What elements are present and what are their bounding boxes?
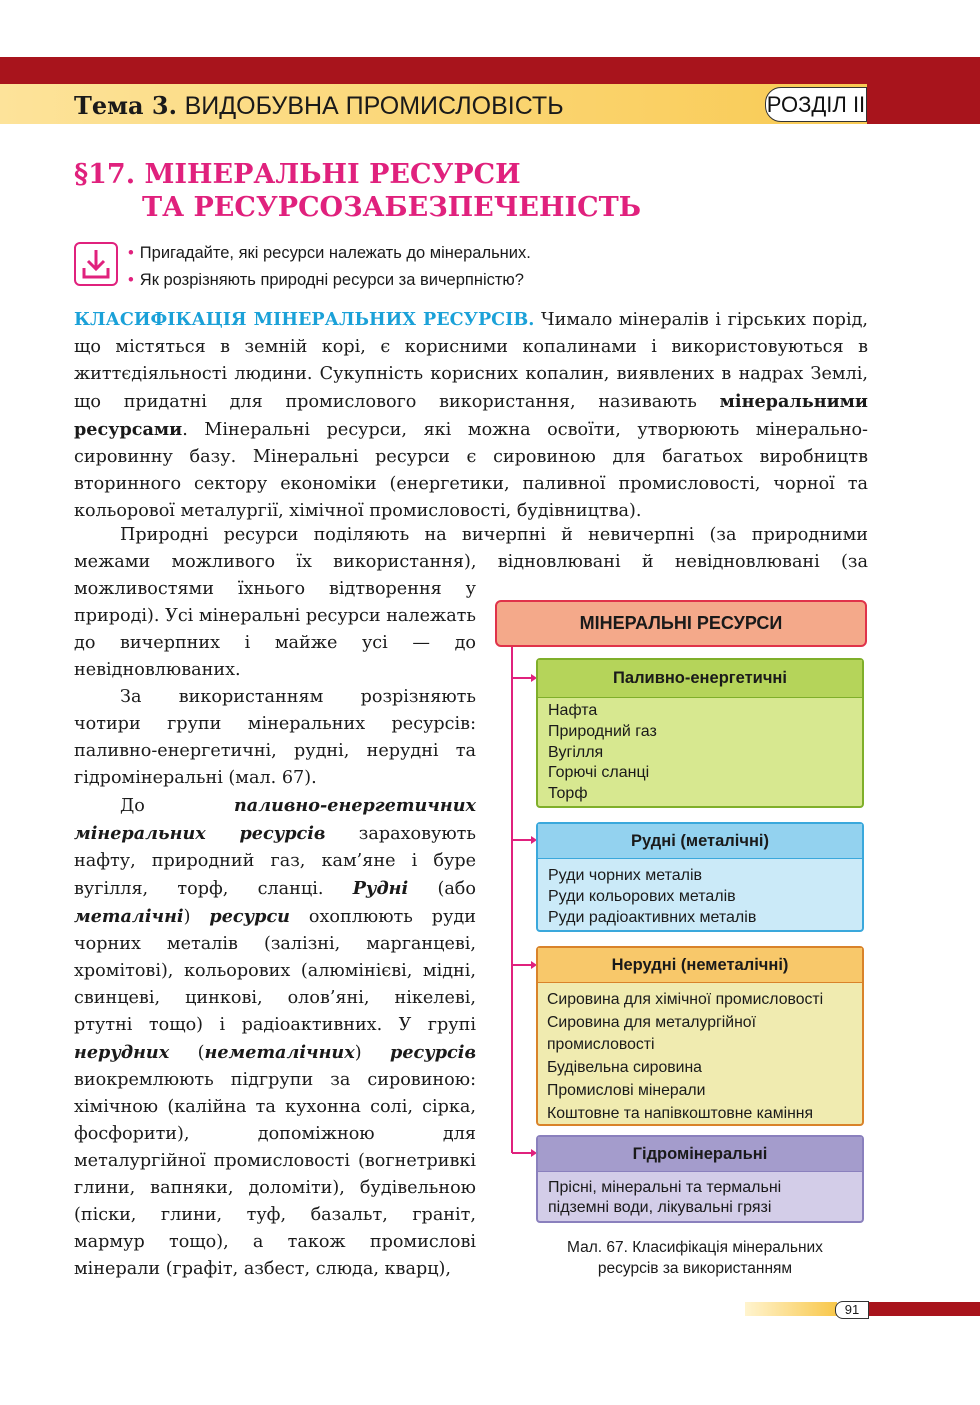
footer-bar-red	[866, 1302, 980, 1316]
section-badge-tail	[867, 84, 980, 124]
group-fuel-energy	[536, 658, 864, 808]
group-title: Гідромінеральні	[538, 1137, 862, 1172]
header-top-bar	[0, 57, 980, 84]
paragraph-title	[74, 158, 641, 224]
group-title: Паливно-енергетичні	[538, 660, 862, 698]
classification-diagram	[495, 600, 869, 1230]
term-mineral-resources: мінеральними ресурсами	[74, 391, 868, 440]
group-items: Сировина для хімічної промисловості Сировина для металургійної промисловості Будівельна сировина Промислові мінерали Коштовне та напівкоштовне каміння	[547, 991, 824, 1122]
figure-caption: Мал. 67. Класифікація мінеральних ресурсів за використанням	[567, 1239, 823, 1277]
paragraph-2-start: Природні ресурси поділяють на вичерпні й невичерпні (за природними межами можливого їх використання), відновлювані й невідновлювані (за	[74, 525, 868, 572]
group-items: Прісні, мінеральні та термальні підземні води, лікувальні грязі	[548, 1179, 782, 1216]
section-badge: РОЗДІЛ ІІ	[765, 87, 867, 122]
paragraph-2-end: можливостями їхнього відтворення у природі). Усі мінеральні ресурси належать до вичерпних і майже усі — до невідновлюваних.	[74, 579, 476, 680]
theme-heading	[74, 91, 564, 121]
list-item: • Пригадайте, які ресурси належать до мінеральних.	[128, 244, 531, 262]
group-items: Руди чорних металів Руди кольорових металів Руди радіоактивних металів	[548, 867, 757, 926]
group-title: Рудні (металічні)	[538, 824, 862, 859]
paragraph-4: До паливно-енергетичних мінеральних ресурсів зараховують нафту, природний газ, кам’яне і буре вугілля, торф, сланці. Рудні (або металічні) ресурси охоплюють руди чорних металів (залізні, марганцеві, хромітові), кольорових (алюмінієві, мідні, свинцеві, цинкові, олов’яні, нікелеві, ртутні тощо) і радіоактивних. У групі нерудних (неметалічних) ресурсів виокремлюють підгрупи за сировиною: хімічною (калійна та кухонна солі, сірка, фосфорити), допоміжною для металургійної промисловості (вогнетривкі глини, вапняки, доломіти), будівельною (піски, глини, туф, базальт, граніт, мармур тощо), а також промислові мінерали (графіт, азбест, слюда, кварц),	[74, 795, 476, 1279]
list-item: • Як розрізняють природні ресурси за вичерпністю?	[128, 271, 524, 289]
group-hydro-mineral	[536, 1135, 864, 1223]
download-icon	[74, 242, 118, 286]
section-heading: КЛАСИФІКАЦІЯ МІНЕРАЛЬНИХ РЕСУРСІВ.	[74, 309, 535, 330]
group-non-metal	[536, 946, 864, 1126]
paragraph-title-line2: ТА РЕСУРСОЗАБЕЗПЕЧЕНІСТЬ	[142, 192, 641, 223]
paragraph-1: КЛАСИФІКАЦІЯ МІНЕРАЛЬНИХ РЕСУРСІВ. Чимало мінералів і гірських порід, що містяться в земній корі, є корисними копалинами і використовуються в життєдіяльності людини. Сукупність корисних копалин, виявлених в надрах Землі, що придатні для промислового використання, називають мінеральними ресурсами. Мінеральні ресурси, які можна освоїти, утворюють мінерально-сировинну базу. Мінеральні ресурси є сировиною для багатьох виробництв вторинного сектору економіки (енергетики, паливної промисловості, чорної та кольорової металургії, хімічної промисловості, будівництва).	[74, 309, 868, 521]
diagram-root: МІНЕРАЛЬНІ РЕСУРСИ	[495, 600, 867, 647]
theme-label: Тема 3.	[74, 91, 177, 120]
footer-bar-gradient	[745, 1302, 837, 1316]
group-title: Нерудні (неметалічні)	[538, 948, 862, 983]
paragraph-title-line1: §17. МІНЕРАЛЬНІ РЕСУРСИ	[74, 159, 521, 190]
recall-questions	[128, 240, 531, 294]
group-items: Нафта Природний газ Вугілля Горючі сланці Торф	[548, 702, 657, 803]
theme-title: ВИДОБУВНА ПРОМИСЛОВІСТЬ	[184, 92, 564, 120]
page-number: 91	[835, 1301, 869, 1319]
paragraph-3: За використанням розрізняють чотири групи мінеральних ресурсів: паливно-енергетичні, рудні, нерудні та гідромінеральні (мал. 67).	[74, 687, 476, 788]
group-ore-metal	[536, 822, 864, 932]
